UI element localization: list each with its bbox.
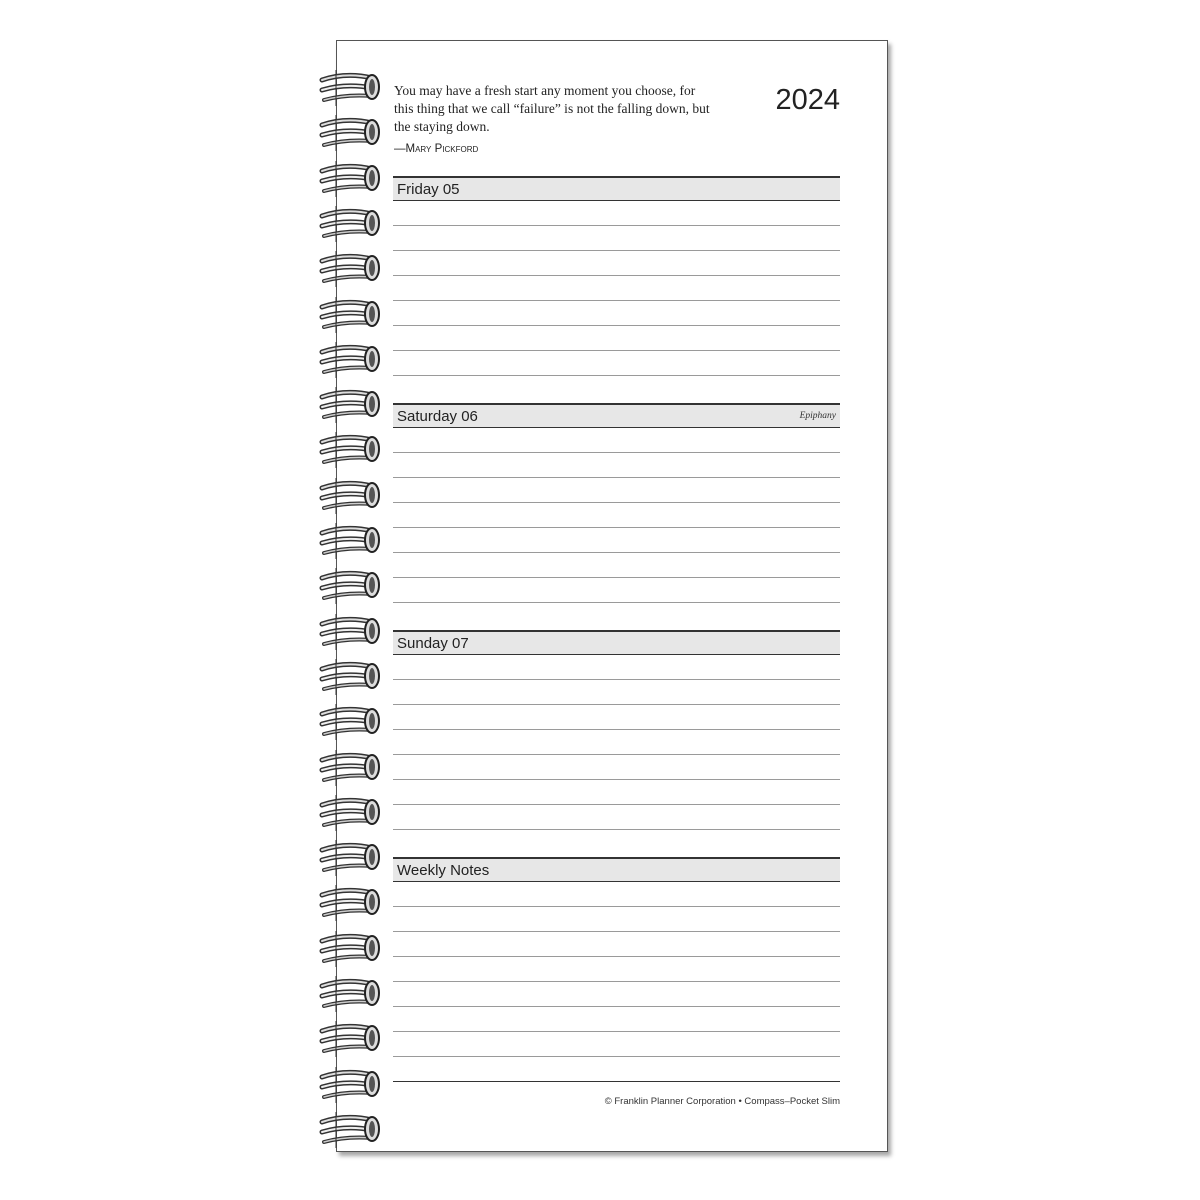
day-section-sunday bbox=[393, 630, 840, 830]
writing-line[interactable] bbox=[393, 428, 840, 453]
writing-line[interactable] bbox=[393, 805, 840, 830]
weekly-notes-header bbox=[393, 857, 840, 882]
spiral-ring-icon bbox=[316, 750, 382, 786]
writing-line[interactable] bbox=[393, 957, 840, 982]
footer-copyright: © Franklin Planner Corporation • Compass–Pocket Slim bbox=[604, 1096, 840, 1107]
writing-line[interactable] bbox=[393, 301, 840, 326]
writing-line[interactable] bbox=[393, 226, 840, 251]
writing-line[interactable] bbox=[393, 528, 840, 553]
writing-line[interactable] bbox=[393, 907, 840, 932]
day-label: Sunday 07 bbox=[397, 634, 469, 652]
spiral-ring-icon bbox=[316, 342, 382, 378]
year-label: 2024 bbox=[775, 84, 840, 116]
spiral-ring-icon bbox=[316, 523, 382, 559]
writing-line[interactable] bbox=[393, 755, 840, 780]
writing-line[interactable] bbox=[393, 578, 840, 603]
writing-line[interactable] bbox=[393, 453, 840, 478]
spiral-ring-icon bbox=[316, 1067, 382, 1103]
spiral-ring-icon bbox=[316, 931, 382, 967]
spiral-ring-icon bbox=[316, 840, 382, 876]
spiral-ring-icon bbox=[316, 432, 382, 468]
spiral-ring-icon bbox=[316, 885, 382, 921]
day-header bbox=[393, 630, 840, 655]
holiday-label: Epiphany bbox=[799, 411, 836, 421]
writing-line[interactable] bbox=[393, 730, 840, 755]
spiral-ring-icon bbox=[316, 161, 382, 197]
writing-line[interactable] bbox=[393, 982, 840, 1007]
spiral-ring-icon bbox=[316, 976, 382, 1012]
spiral-ring-icon bbox=[316, 795, 382, 831]
writing-line[interactable] bbox=[393, 326, 840, 351]
spiral-ring-icon bbox=[316, 568, 382, 604]
writing-line[interactable] bbox=[393, 655, 840, 680]
spiral-ring-icon bbox=[316, 659, 382, 695]
quote-text: You may have a fresh start any moment you choose, for this thing that we call “failure” is not the falling down, but the staying down. bbox=[394, 83, 710, 134]
writing-line[interactable] bbox=[393, 1032, 840, 1057]
writing-line[interactable] bbox=[393, 478, 840, 503]
spiral-ring-icon bbox=[316, 1021, 382, 1057]
spiral-ring-icon bbox=[316, 387, 382, 423]
writing-line[interactable] bbox=[393, 780, 840, 805]
day-header bbox=[393, 403, 840, 428]
writing-line[interactable] bbox=[393, 932, 840, 957]
writing-line[interactable] bbox=[393, 553, 840, 578]
spiral-ring-icon bbox=[316, 478, 382, 514]
spiral-ring-icon bbox=[316, 1112, 382, 1148]
writing-line[interactable] bbox=[393, 882, 840, 907]
quote-author: —Mary Pickford bbox=[394, 143, 479, 155]
spiral-ring-icon bbox=[316, 297, 382, 333]
day-section-saturday bbox=[393, 403, 840, 603]
writing-line[interactable] bbox=[393, 503, 840, 528]
writing-line[interactable] bbox=[393, 276, 840, 301]
writing-line[interactable] bbox=[393, 705, 840, 730]
writing-line[interactable] bbox=[393, 201, 840, 226]
writing-line[interactable] bbox=[393, 1057, 840, 1082]
spiral-ring-icon bbox=[316, 614, 382, 650]
writing-line[interactable] bbox=[393, 680, 840, 705]
writing-line[interactable] bbox=[393, 1007, 840, 1032]
writing-line[interactable] bbox=[393, 251, 840, 276]
spiral-ring-icon bbox=[316, 70, 382, 106]
spiral-ring-icon bbox=[316, 115, 382, 151]
weekly-notes-section bbox=[393, 857, 840, 1082]
spiral-ring-icon bbox=[316, 251, 382, 287]
day-section-friday bbox=[393, 176, 840, 376]
spiral-ring-icon bbox=[316, 704, 382, 740]
writing-line[interactable] bbox=[393, 351, 840, 376]
day-header bbox=[393, 176, 840, 201]
day-label: Friday 05 bbox=[397, 180, 460, 198]
weekly-notes-label: Weekly Notes bbox=[397, 861, 490, 879]
spiral-ring-icon bbox=[316, 206, 382, 242]
day-label: Saturday 06 bbox=[397, 407, 478, 425]
